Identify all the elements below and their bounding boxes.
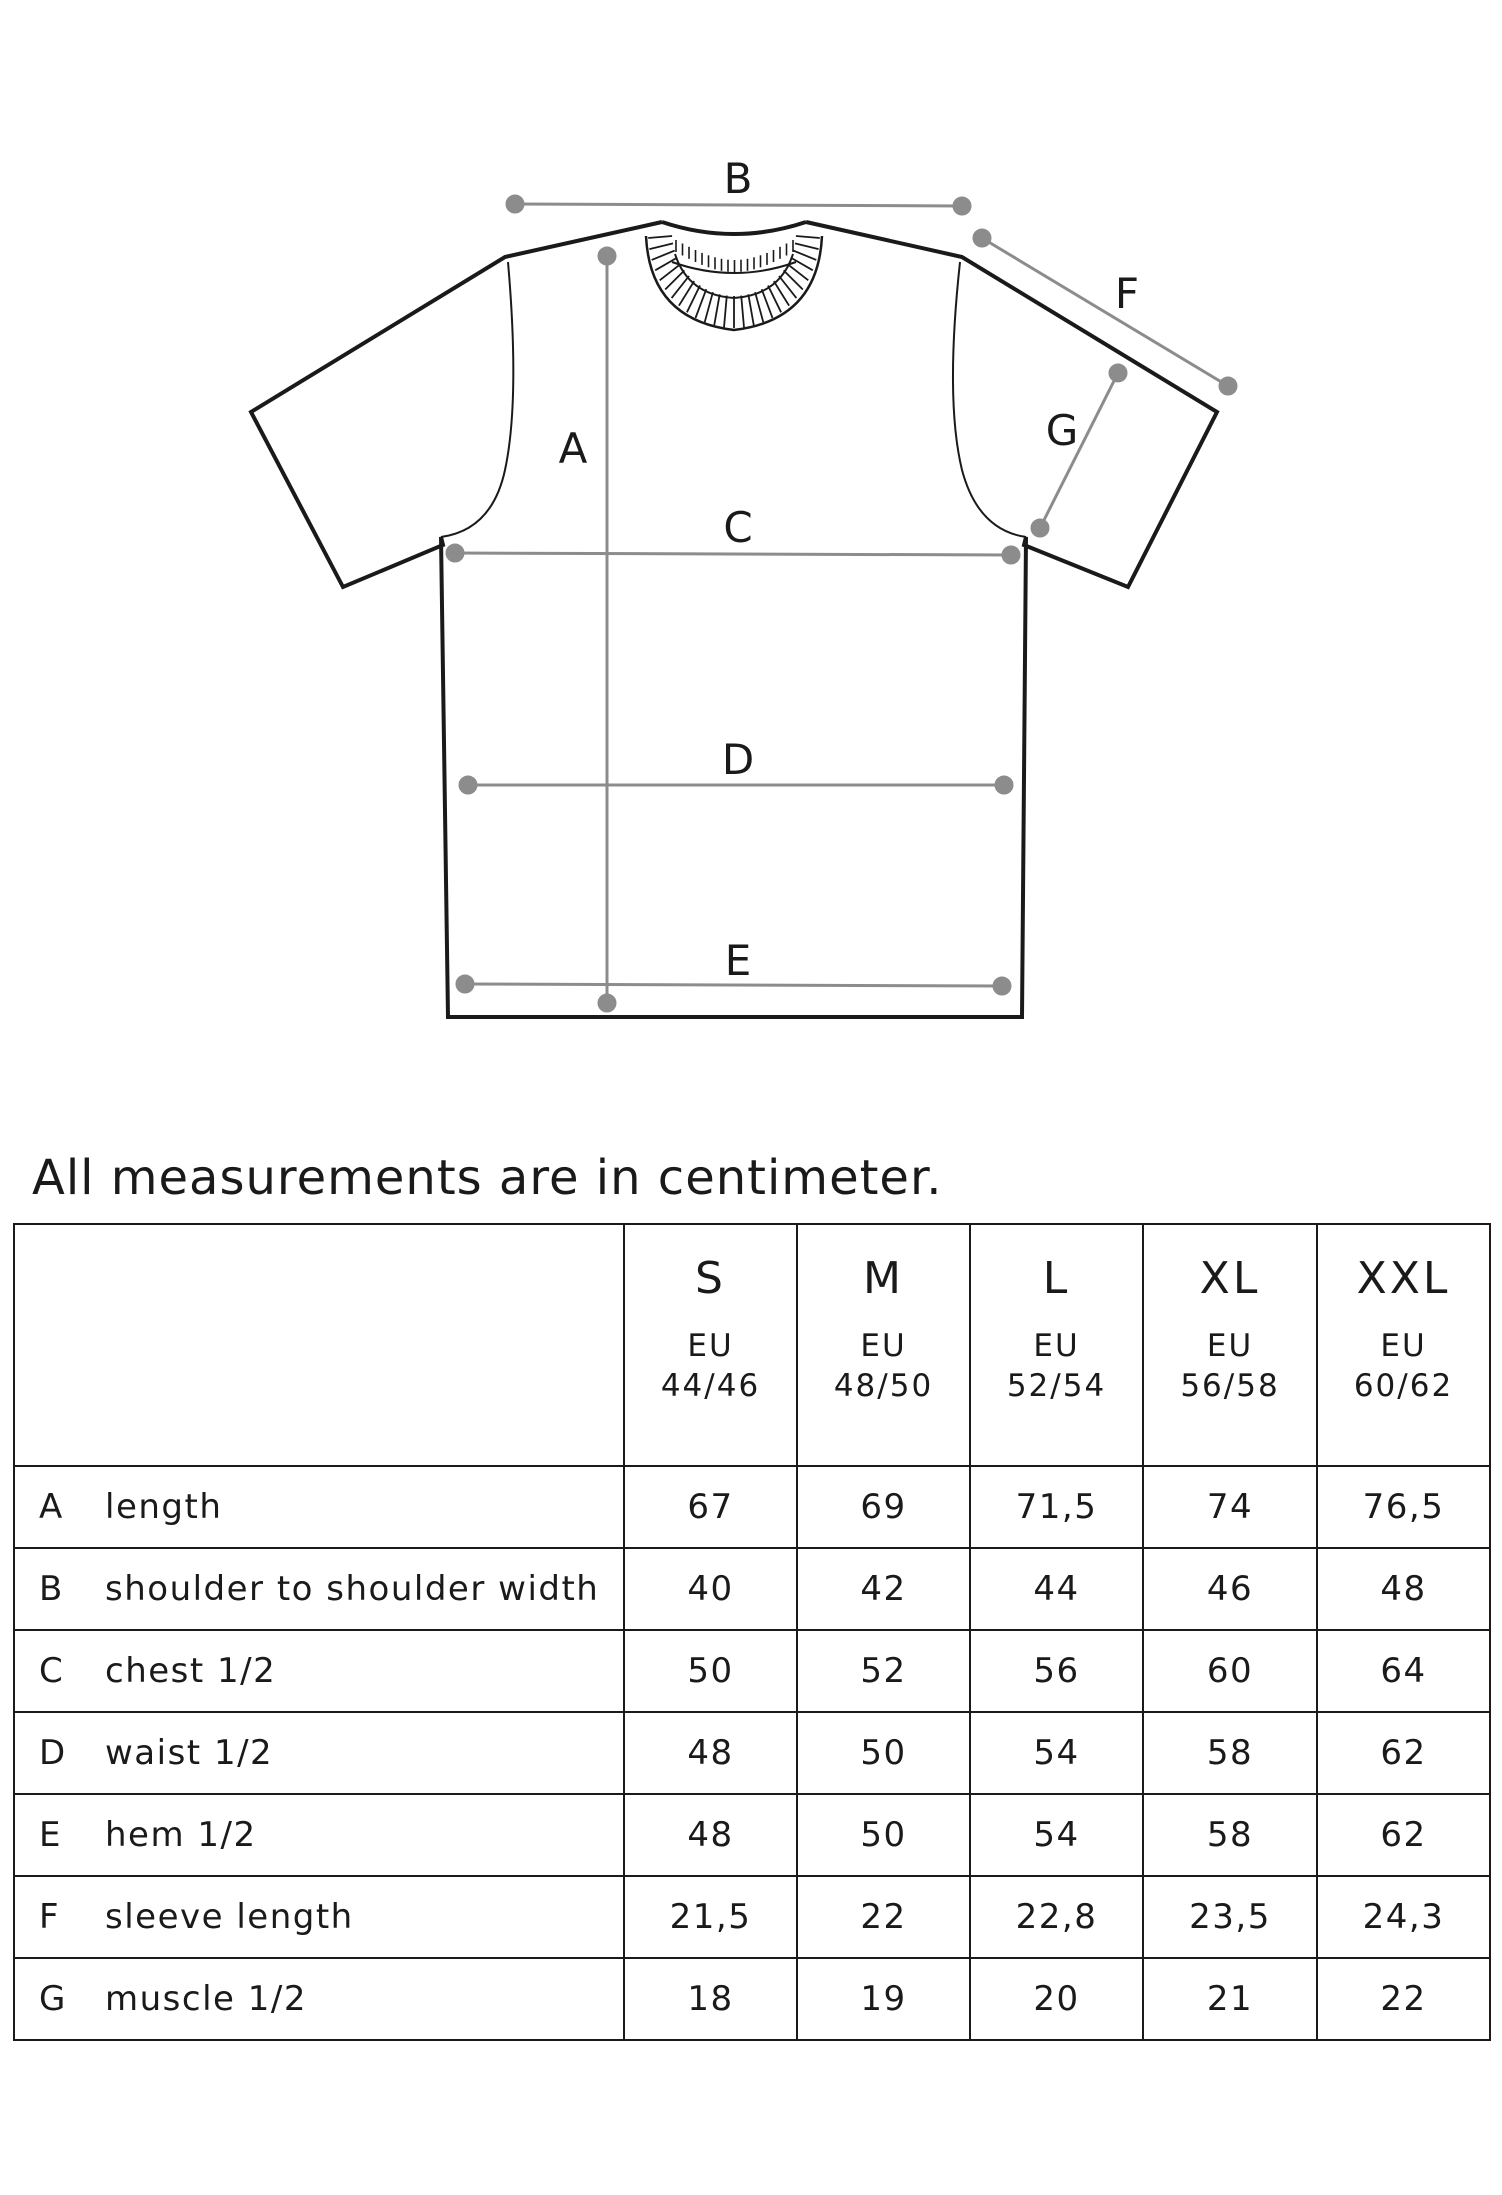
value-cell: 64	[1317, 1630, 1490, 1712]
eu-range: 56/58	[1180, 1368, 1280, 1404]
collar-rib-line	[705, 292, 713, 322]
measurement-label-cell	[14, 1958, 624, 2040]
collar-rib-line	[714, 294, 720, 325]
size-header-row	[14, 1224, 1490, 1466]
measurement-letter: F	[39, 1897, 61, 1937]
measurement-letter: E	[39, 1815, 62, 1855]
value-cell: 71,5	[970, 1466, 1143, 1548]
header-corner-cell	[14, 1224, 624, 1466]
measurement-name: chest 1/2	[105, 1651, 277, 1691]
measure-e-label: E	[724, 936, 752, 985]
value-cell: 69	[797, 1466, 970, 1548]
value-cell: 76,5	[1317, 1466, 1490, 1548]
value-cell: 48	[624, 1712, 797, 1794]
value-cell: 21	[1143, 1958, 1317, 2040]
measurement-name: waist 1/2	[105, 1733, 274, 1773]
value-cell: 22,8	[970, 1876, 1143, 1958]
value-cell: 21,5	[624, 1876, 797, 1958]
value-cell: 22	[797, 1876, 970, 1958]
measure-b-label: B	[723, 154, 753, 203]
size-name: M	[863, 1253, 904, 1304]
measurement-row	[14, 1466, 1490, 1548]
measurement-row	[14, 1712, 1490, 1794]
size-column-header	[624, 1224, 797, 1466]
value-cell: 62	[1317, 1794, 1490, 1876]
value-cell: 50	[797, 1712, 970, 1794]
eu-label: EU	[1380, 1328, 1427, 1364]
value-cell: 58	[1143, 1712, 1317, 1794]
measure-g-label: G	[1045, 406, 1079, 455]
units-caption: All measurements are in centimeter.	[32, 1150, 943, 1206]
value-cell: 74	[1143, 1466, 1317, 1548]
tshirt-outline	[251, 222, 1217, 1017]
measurement-name: sleeve length	[105, 1897, 354, 1937]
measurement-label-cell	[14, 1548, 624, 1630]
collar-rib-line	[648, 236, 672, 238]
measurement-name: hem 1/2	[105, 1815, 257, 1855]
value-cell: 19	[797, 1958, 970, 2040]
value-cell: 54	[970, 1794, 1143, 1876]
eu-size	[1318, 1326, 1489, 1406]
value-cell: 48	[1317, 1548, 1490, 1630]
value-cell: 40	[624, 1548, 797, 1630]
measurement-letter: B	[39, 1569, 64, 1609]
right-armhole-seam	[953, 262, 1026, 537]
eu-label: EU	[1033, 1328, 1080, 1364]
measurement-letter: C	[39, 1651, 65, 1691]
size-name: XL	[1199, 1253, 1261, 1304]
value-cell: 46	[1143, 1548, 1317, 1630]
eu-size	[971, 1326, 1142, 1406]
measurement-letter: A	[39, 1487, 64, 1527]
eu-label: EU	[687, 1328, 734, 1364]
measurement-row	[14, 1548, 1490, 1630]
collar-rib-line	[795, 243, 819, 249]
value-cell: 50	[624, 1630, 797, 1712]
measure-f-label: F	[1114, 269, 1140, 318]
measurement-label-cell	[14, 1466, 624, 1548]
measurement-guides	[447, 196, 1236, 1011]
collar-rib-line	[762, 289, 773, 318]
eu-range: 48/50	[833, 1368, 934, 1404]
value-cell: 60	[1143, 1630, 1317, 1712]
measure-f	[974, 230, 1236, 394]
measurement-name: shoulder to shoulder width	[105, 1569, 600, 1609]
measurement-row	[14, 1876, 1490, 1958]
collar-rib-line	[793, 251, 816, 260]
size-name: L	[1042, 1253, 1071, 1304]
collar-rib-lines	[648, 236, 820, 328]
value-cell: 44	[970, 1548, 1143, 1630]
measure-c-label: C	[723, 503, 753, 552]
collar-rib-line	[748, 294, 754, 325]
eu-range: 52/54	[1006, 1368, 1107, 1404]
size-column-header	[1317, 1224, 1490, 1466]
measurement-row	[14, 1794, 1490, 1876]
collar-rib-line	[796, 236, 820, 238]
value-cell: 56	[970, 1630, 1143, 1712]
measurement-row	[14, 1958, 1490, 2040]
value-cell: 24,3	[1317, 1876, 1490, 1958]
size-column-header	[797, 1224, 970, 1466]
measurement-name: muscle 1/2	[105, 1979, 307, 2019]
size-column-header	[970, 1224, 1143, 1466]
collar-rib-line	[755, 292, 763, 322]
value-cell: 42	[797, 1548, 970, 1630]
value-cell: 54	[970, 1712, 1143, 1794]
collar-rib-line	[724, 296, 727, 328]
measurement-letter: D	[39, 1733, 67, 1773]
measurement-row	[14, 1630, 1490, 1712]
tshirt-measurement-diagram	[0, 0, 1502, 1080]
value-cell: 23,5	[1143, 1876, 1317, 1958]
value-cell: 18	[624, 1958, 797, 2040]
eu-size	[625, 1326, 796, 1406]
eu-range: 44/46	[660, 1368, 761, 1404]
eu-label: EU	[1206, 1328, 1254, 1364]
collar-rib	[646, 236, 822, 330]
measure-a-label: A	[558, 424, 588, 473]
size-chart-table	[13, 1223, 1491, 2041]
left-armhole-seam	[441, 262, 513, 537]
eu-label: EU	[860, 1328, 907, 1364]
collar-rib-line	[652, 251, 675, 260]
measurement-label-cell	[14, 1876, 624, 1958]
size-column-header	[1143, 1224, 1317, 1466]
value-cell: 62	[1317, 1712, 1490, 1794]
measure-a	[599, 248, 615, 1011]
value-cell: 52	[797, 1630, 970, 1712]
size-name: S	[695, 1253, 726, 1304]
value-cell: 50	[797, 1794, 970, 1876]
value-cell: 22	[1317, 1958, 1490, 2040]
value-cell: 58	[1143, 1794, 1317, 1876]
size-name: XXL	[1356, 1253, 1451, 1304]
collar-rib-line	[649, 243, 673, 249]
tshirt-body-outline	[251, 222, 1217, 1017]
measurement-name: length	[105, 1487, 223, 1527]
measure-d-label: D	[721, 735, 755, 784]
measurement-label-cell	[14, 1712, 624, 1794]
value-cell: 20	[970, 1958, 1143, 2040]
value-cell: 67	[624, 1466, 797, 1548]
measurement-letter: G	[39, 1979, 67, 2019]
measurement-label-cell	[14, 1794, 624, 1876]
value-cell: 48	[624, 1794, 797, 1876]
eu-range: 60/62	[1353, 1368, 1454, 1404]
collar-rib-line	[741, 296, 744, 328]
eu-size	[798, 1326, 969, 1406]
tshirt-neckline	[662, 222, 806, 234]
collar-rib-line	[696, 289, 707, 318]
measurement-label-cell	[14, 1630, 624, 1712]
eu-size	[1144, 1326, 1316, 1406]
